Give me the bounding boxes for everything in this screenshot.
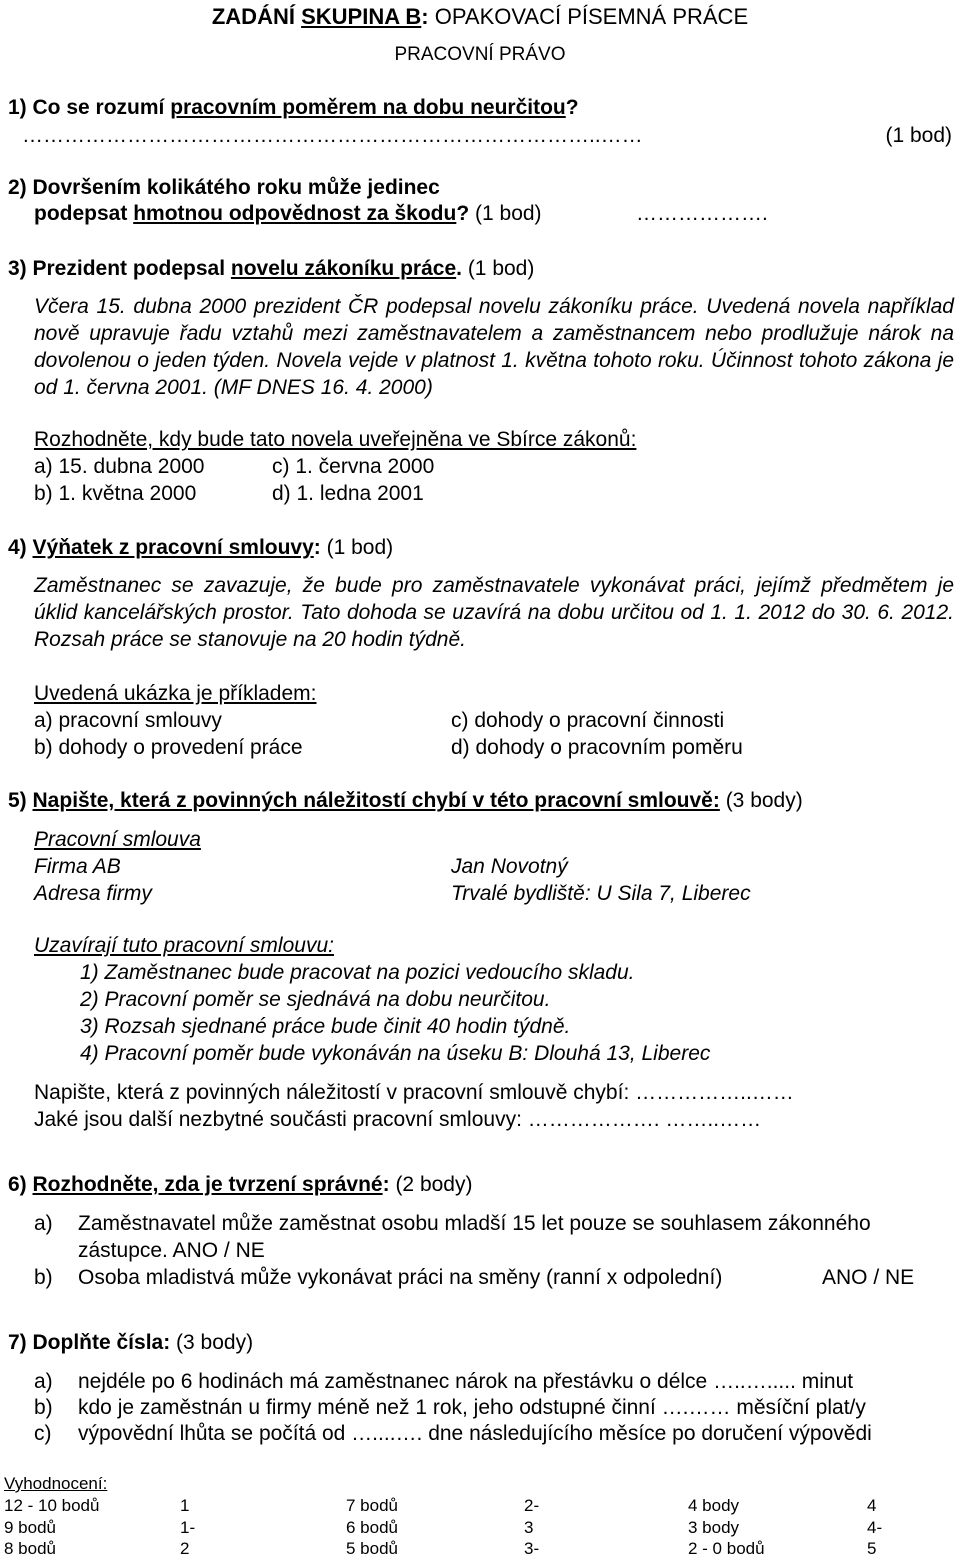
eval-cell: 1 [180, 1496, 190, 1515]
contract-item: 4) Pracovní poměr bude vykonáván na úseku B: Dlouhá 13, Liberec [80, 1042, 711, 1065]
q7-c-label: c) [34, 1422, 52, 1445]
contract-employee-address: Trvalé bydliště: U Sila 7, Liberec [451, 882, 751, 905]
q2-dots: ………………. [636, 202, 768, 225]
q7-a-label: a) [34, 1370, 53, 1393]
q4-excerpt: Zaměstnanec se zavazuje, že bude pro zaměstnavatele vykonávat práci, jejímž předmětem je úklid kancelářských prostor. Tato dohoda se uzavírá na dobu určitou od 1. 1. 2012 do 30. 6. 2012. Rozsah práce se stanovuje na 20 hodin týdně. [34, 574, 954, 651]
q4-option-d: d) dohody o pracovním poměru [451, 736, 743, 759]
eval-cell: 4 [867, 1496, 877, 1515]
contract-item: 2) Pracovní poměr se sjednává na dobu neurčitou. [80, 988, 551, 1011]
q4-title: Výňatek z pracovní smlouvy [32, 536, 314, 559]
q5-ask-other: Jaké jsou další nezbytné součásti pracovní smlouvy: ………………. ……..…… [34, 1108, 762, 1131]
title-zadani: ZADÁNÍ [211, 4, 295, 29]
q1-prefix: 1) Co se rozumí [8, 96, 171, 119]
q3-option-d: d) 1. ledna 2001 [272, 482, 424, 505]
eval-cell: 4- [867, 1518, 883, 1537]
contract-title: Pracovní smlouva [34, 828, 201, 851]
document-topic: PRACOVNÍ PRÁVO [394, 44, 566, 65]
q4-option-c: c) dohody o pracovní činnosti [451, 709, 725, 732]
q5-points: (3 body) [719, 789, 803, 812]
q7-b-label: b) [34, 1396, 53, 1419]
title-subtitle: OPAKOVACÍ PÍSEMNÁ PRÁCE [434, 4, 749, 29]
q6-b-text: Osoba mladistvá může vykonávat práci na směny (ranní x odpolední) [78, 1266, 723, 1289]
q6-number: 6) [8, 1173, 33, 1196]
q7-title: Doplňte čísla: [32, 1331, 171, 1354]
q1-answer-line [22, 124, 952, 148]
q3-option-a: a) 15. dubna 2000 [34, 455, 205, 478]
q5-ask-missing: Napište, která z povinných náležitostí v pracovní smlouvě chybí: ……………..…… [34, 1081, 794, 1104]
q6-a-answer: zástupce. ANO / NE [78, 1239, 265, 1262]
q3-option-b: b) 1. května 2000 [34, 482, 197, 505]
q4-prompt: Uvedená ukázka je příkladem: [34, 682, 317, 705]
q6-points: (2 body) [389, 1173, 473, 1196]
question-6 [8, 1173, 472, 1197]
q2-points: (1 bod) [475, 202, 542, 225]
contract-employee: Jan Novotný [451, 855, 568, 878]
question-4 [8, 536, 393, 560]
eval-cell: 12 - 10 bodů [4, 1496, 100, 1515]
q2-term: hmotnou odpovědnost za škodu [133, 202, 457, 225]
q6-b-label: b) [34, 1266, 53, 1289]
q6-title: Rozhodněte, zda je tvrzení správné [32, 1173, 383, 1196]
q7-points: (3 body) [170, 1331, 254, 1354]
q4-option-b: b) dohody o provedení práce [34, 736, 303, 759]
q3-term: novelu zákoníku práce [230, 257, 457, 280]
eval-cell: 2 - 0 bodů [688, 1539, 765, 1558]
evaluation-title: Vyhodnocení: [4, 1474, 108, 1493]
q3-prefix: 3) Prezident podepsal [8, 257, 231, 280]
q4-colon: : [313, 536, 327, 559]
q2-suffix: ? [456, 202, 476, 225]
q2-prefix: podepsat [34, 202, 134, 225]
eval-cell: 3 [524, 1518, 534, 1537]
eval-cell: 8 bodů [4, 1539, 56, 1558]
eval-cell: 7 bodů [346, 1496, 398, 1515]
q4-points: (1 bod) [326, 536, 394, 559]
eval-cell: 1- [180, 1518, 196, 1537]
question-7 [8, 1331, 253, 1355]
q7-c-text: výpovědní lhůta se počítá od …....…. dne následujícího měsíce po doručení výpovědi [78, 1422, 872, 1445]
eval-cell: 3 body [688, 1518, 740, 1537]
q6-b-answer: ANO / NE [822, 1266, 915, 1289]
contract-firm-address: Adresa firmy [34, 882, 152, 905]
question-5 [8, 789, 803, 813]
q5-number: 5) [8, 789, 33, 812]
q1-dots: ………………………………………………………………………..…… [22, 124, 643, 147]
q3-prompt: Rozhodněte, kdy bude tato novela uveřejněna ve Sbírce zákonů: [34, 428, 637, 451]
title-group: SKUPINA B [301, 4, 422, 29]
q3-option-c: c) 1. června 2000 [272, 455, 435, 478]
question-1 [8, 96, 579, 120]
eval-cell: 4 body [688, 1496, 740, 1515]
q1-points: (1 bod) [885, 124, 952, 147]
q6-colon: : [382, 1173, 390, 1196]
q6-a-text: Zaměstnavatel může zaměstnat osobu mladší 15 let pouze se souhlasem zákonného [78, 1212, 871, 1235]
q6-a-label: a) [34, 1212, 53, 1235]
q1-term: pracovním poměrem na dobu neurčitou [170, 96, 566, 119]
title-colon: : [421, 4, 429, 29]
q3-points: (1 bod) [467, 257, 535, 280]
contract-agree: Uzavírají tuto pracovní smlouvu: [34, 934, 334, 957]
q5-title: Napište, která z povinných náležitostí chybí v této pracovní smlouvě: [32, 789, 720, 812]
q1-suffix: ? [565, 96, 579, 119]
q7-number: 7) [8, 1331, 33, 1354]
q7-b-text: kdo je zaměstnán u firmy méně než 1 rok, jeho odstupné činní ….…… měsíční plat/y [78, 1396, 866, 1419]
eval-cell: 3- [524, 1539, 540, 1558]
eval-cell: 5 [867, 1539, 877, 1558]
question-3 [8, 257, 534, 281]
contract-firm: Firma AB [34, 855, 121, 878]
contract-item: 3) Rozsah sjednané práce bude činit 40 hodin týdně. [80, 1015, 571, 1038]
eval-cell: 5 bodů [346, 1539, 398, 1558]
eval-cell: 9 bodů [4, 1518, 56, 1537]
eval-cell: 2- [524, 1496, 540, 1515]
eval-cell: 2 [180, 1539, 190, 1558]
q4-option-a: a) pracovní smlouvy [34, 709, 222, 732]
q2-line2 [34, 202, 542, 226]
contract-item: 1) Zaměstnanec bude pracovat na pozici vedoucího skladu. [80, 961, 635, 984]
document-title [0, 4, 960, 29]
q2-line1: 2) Dovršením kolikátého roku může jedinec [8, 176, 440, 199]
eval-cell: 6 bodů [346, 1518, 398, 1537]
q3-suffix: . [456, 257, 468, 280]
q3-news-text: Včera 15. dubna 2000 prezident ČR podepsal novelu zákoníku práce. Uvedená novela například nově upravuje řadu vztahů mezi zaměstnavatelem a zaměstnancem nebo prodlužuje nárok na dovolenou o jeden týden. Novela vejde v platnost 1. května tohoto roku. Účinnost tohoto zákona je od 1. června 2001. (MF DNES 16. 4. 2000) [34, 295, 954, 399]
q7-a-text: nejdéle po 6 hodinách má zaměstnanec nárok na přestávku o délce …..…..... minut [78, 1370, 854, 1393]
q4-number: 4) [8, 536, 33, 559]
